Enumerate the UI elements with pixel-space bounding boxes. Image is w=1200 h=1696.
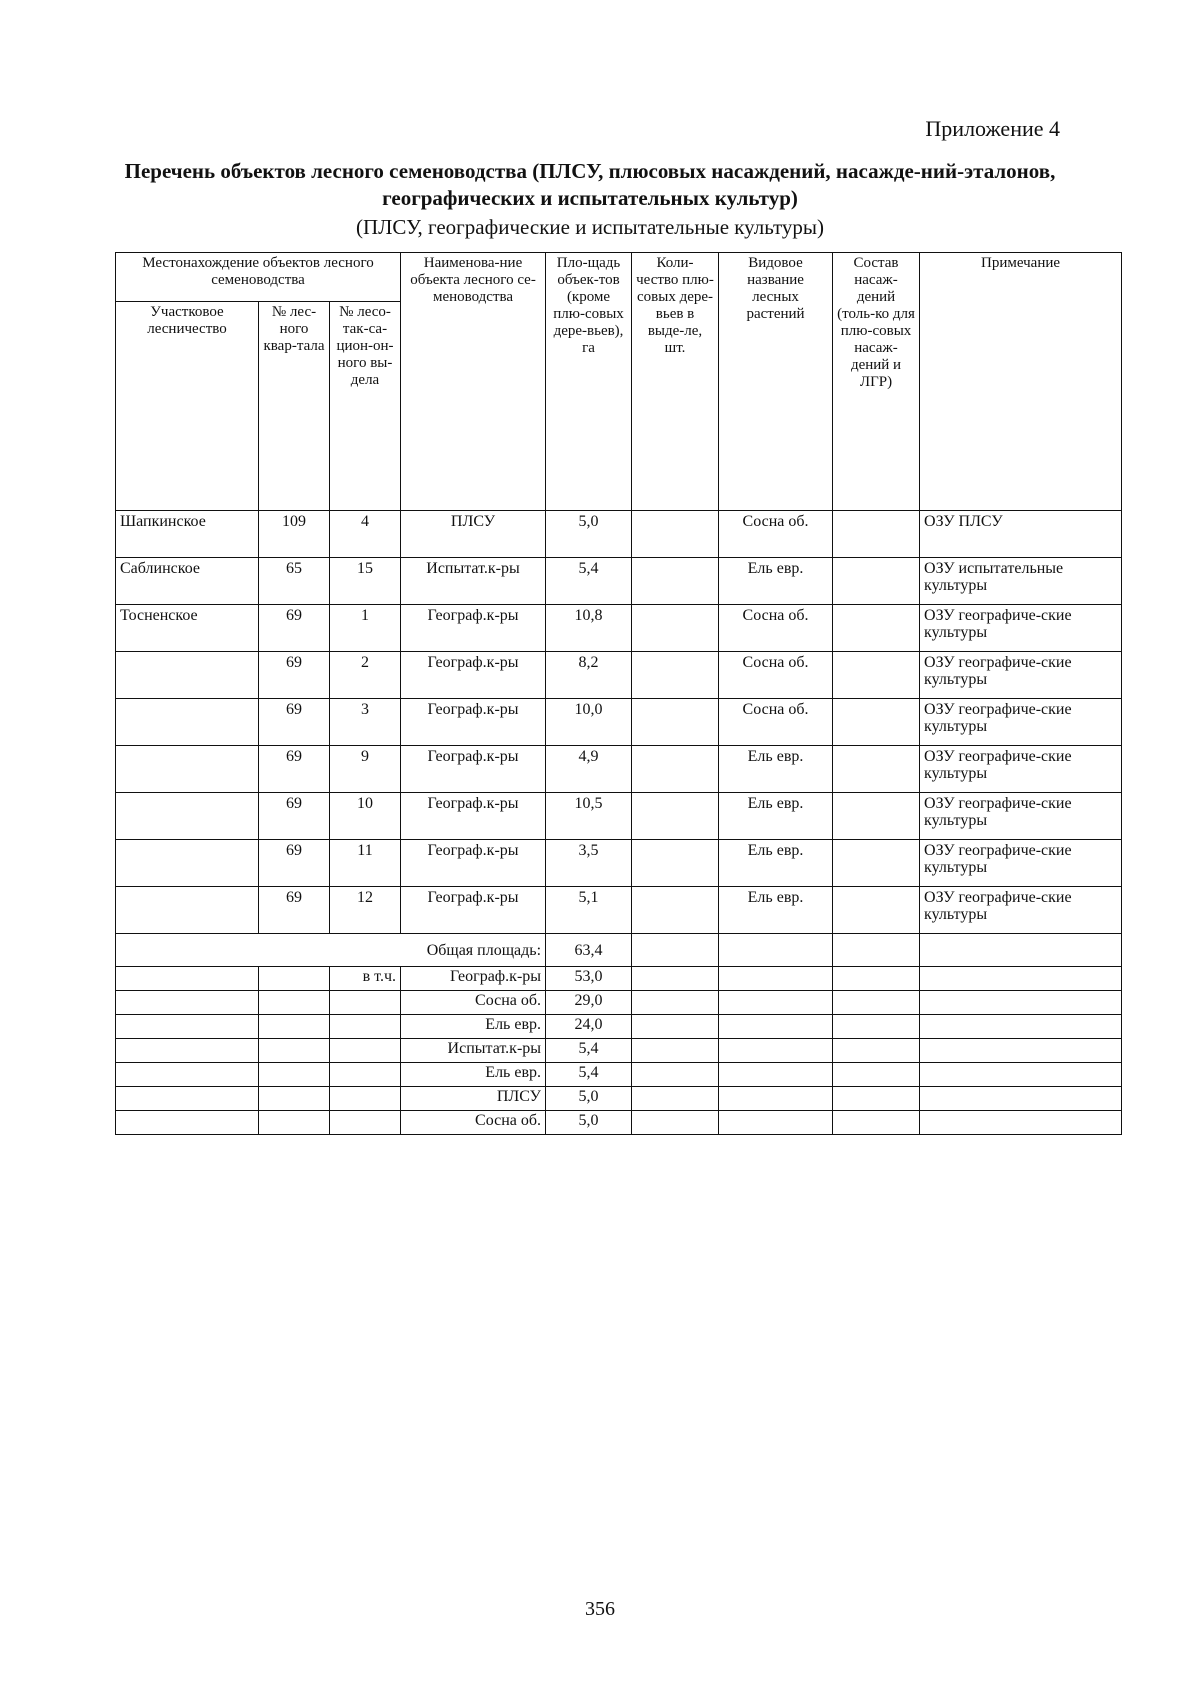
cell-forestry: Саблинское [116,558,259,605]
header-allotment: № лесо-так-са-цион-он-ного вы-дела [330,302,401,511]
subtotal-label: Сосна об. [401,1111,546,1135]
document-title: Перечень объектов лесного семеноводства (ПЛСУ, плюсовых насаждений, насажде-ний-эталонов, географических и испытательных культур) [124,159,1056,210]
cell-object-name: Географ.к-ры [401,699,546,746]
table-row [116,652,1122,699]
cell-object-name: Географ.к-ры [401,887,546,934]
empty-cell [116,1087,259,1111]
subtotal-area: 24,0 [546,1015,632,1039]
empty-cell [632,1111,719,1135]
empty-cell [833,967,920,991]
cell-count [632,511,719,558]
cell-species: Ель евр. [719,746,833,793]
subtotal-area: 53,0 [546,967,632,991]
table-row [116,511,1122,558]
cell-area: 8,2 [546,652,632,699]
cell-allotment: 12 [330,887,401,934]
cell-area: 10,0 [546,699,632,746]
empty-cell [920,1087,1122,1111]
subtotal-label: Географ.к-ры [401,967,546,991]
total-area: 63,4 [546,934,632,967]
cell-note: ОЗУ ПЛСУ [920,511,1122,558]
group-header: Местонахождение объектов лесного семеноводства [116,253,401,302]
empty-cell [632,967,719,991]
empty-cell [833,1087,920,1111]
empty-cell [920,1039,1122,1063]
empty-cell [116,1015,259,1039]
cell-composition [833,605,920,652]
empty-cell [833,1015,920,1039]
empty-cell [259,991,330,1015]
empty-cell [330,1015,401,1039]
subtotal-area: 5,0 [546,1087,632,1111]
cell-composition [833,558,920,605]
cell-species: Ель евр. [719,840,833,887]
subtotal-area: 5,4 [546,1039,632,1063]
cell-composition [833,699,920,746]
cell-note: ОЗУ географиче-ские культуры [920,746,1122,793]
table-row [116,699,1122,746]
cell-object-name: Географ.к-ры [401,840,546,887]
subtotal-row [116,1039,1122,1063]
cell-allotment: 2 [330,652,401,699]
empty-cell [259,1039,330,1063]
empty-cell [920,967,1122,991]
empty-cell [833,1039,920,1063]
empty-cell [259,1087,330,1111]
cell-forestry [116,840,259,887]
empty-cell [632,1063,719,1087]
empty-cell [719,1039,833,1063]
cell-area: 5,0 [546,511,632,558]
cell-quarter: 109 [259,511,330,558]
subtotal-row [116,967,1122,991]
empty-cell [259,1111,330,1135]
document-subtitle: (ПЛСУ, географические и испытательные культуры) [355,215,825,239]
cell-composition [833,840,920,887]
cell-count [632,793,719,840]
cell-forestry: Тосненское [116,605,259,652]
cell-quarter: 69 [259,605,330,652]
cell-composition [833,793,920,840]
cell-quarter: 69 [259,793,330,840]
empty-cell [833,934,920,967]
total-row [116,934,1122,967]
appendix-label: Приложение 4 [925,116,1060,141]
cell-composition [833,511,920,558]
cell-forestry [116,746,259,793]
page-number: 356 [585,1598,615,1620]
empty-cell [330,1063,401,1087]
header-area: Пло-щадь объек-тов (кроме плю-совых дере-вьев), га [546,253,632,511]
empty-cell [719,1063,833,1087]
empty-cell [632,991,719,1015]
cell-quarter: 69 [259,746,330,793]
cell-forestry [116,699,259,746]
cell-species: Сосна об. [719,699,833,746]
subtotal-row [116,1015,1122,1039]
cell-forestry: Шапкинское [116,511,259,558]
cell-forestry [116,793,259,840]
cell-species: Сосна об. [719,652,833,699]
cell-allotment: 10 [330,793,401,840]
cell-count [632,558,719,605]
cell-forestry [116,887,259,934]
cell-forestry [116,652,259,699]
cell-quarter: 69 [259,652,330,699]
empty-cell [833,1063,920,1087]
subtotal-label: Ель евр. [401,1063,546,1087]
empty-cell [116,1063,259,1087]
empty-cell [330,1111,401,1135]
subtotal-row [116,1087,1122,1111]
cell-species: Ель евр. [719,887,833,934]
cell-species: Ель евр. [719,558,833,605]
header-forestry: Участковое лесничество [116,302,259,511]
cell-object-name: Испытат.к-ры [401,558,546,605]
cell-object-name: ПЛСУ [401,511,546,558]
cell-quarter: 69 [259,887,330,934]
empty-cell [920,1015,1122,1039]
subtotal-label: Ель евр. [401,1015,546,1039]
header-quarter: № лес-ного квар-тала [259,302,330,511]
cell-note: ОЗУ географиче-ские культуры [920,652,1122,699]
empty-cell [116,1039,259,1063]
cell-note: ОЗУ географиче-ские культуры [920,887,1122,934]
empty-cell [719,934,833,967]
empty-cell [920,1111,1122,1135]
cell-object-name: Географ.к-ры [401,605,546,652]
empty-cell [719,1015,833,1039]
empty-cell [920,934,1122,967]
cell-allotment: 11 [330,840,401,887]
cell-count [632,746,719,793]
header-composition: Состав насаж-дений (толь-ко для плю-совых насаж-дений и ЛГР) [833,253,920,511]
cell-area: 10,5 [546,793,632,840]
subtotal-area: 29,0 [546,991,632,1015]
cell-note: ОЗУ географиче-ские культуры [920,699,1122,746]
empty-cell [719,1111,833,1135]
empty-cell [833,1111,920,1135]
cell-allotment: 3 [330,699,401,746]
cell-allotment: 15 [330,558,401,605]
cell-composition [833,746,920,793]
cell-composition [833,652,920,699]
empty-cell [116,991,259,1015]
empty-cell [330,1039,401,1063]
empty-cell [259,1063,330,1087]
empty-cell [259,967,330,991]
subtotal-area: 5,0 [546,1111,632,1135]
cell-note: ОЗУ географиче-ские культуры [920,605,1122,652]
cell-object-name: Географ.к-ры [401,652,546,699]
cell-species: Сосна об. [719,605,833,652]
subtotal-area: 5,4 [546,1063,632,1087]
table-row [116,840,1122,887]
cell-quarter: 69 [259,699,330,746]
cell-count [632,840,719,887]
cell-note: ОЗУ географиче-ские культуры [920,840,1122,887]
table-row [116,746,1122,793]
cell-area: 10,8 [546,605,632,652]
cell-count [632,699,719,746]
including-label: в т.ч. [330,967,401,991]
empty-cell [330,1087,401,1111]
subtotal-label: Сосна об. [401,991,546,1015]
cell-count [632,887,719,934]
empty-cell [833,991,920,1015]
empty-cell [719,991,833,1015]
empty-cell [632,1039,719,1063]
cell-note: ОЗУ испытательные культуры [920,558,1122,605]
total-label: Общая площадь: [116,934,546,967]
cell-species: Ель евр. [719,793,833,840]
empty-cell [920,991,1122,1015]
seed-objects-table [115,252,1122,1135]
subtotal-row [116,1111,1122,1135]
header-count: Коли-чество плю-совых дере-вьев в выде-ле, шт. [632,253,719,511]
cell-allotment: 9 [330,746,401,793]
subtotal-row [116,1063,1122,1087]
empty-cell [116,967,259,991]
subtotal-row [116,991,1122,1015]
empty-cell [719,967,833,991]
cell-area: 3,5 [546,840,632,887]
cell-allotment: 4 [330,511,401,558]
header-species: Видовое название лесных растений [719,253,833,511]
cell-object-name: Географ.к-ры [401,746,546,793]
empty-cell [920,1063,1122,1087]
table-row [116,793,1122,840]
table-row [116,605,1122,652]
empty-cell [259,1015,330,1039]
cell-area: 4,9 [546,746,632,793]
cell-allotment: 1 [330,605,401,652]
table-row [116,887,1122,934]
empty-cell [632,934,719,967]
cell-count [632,605,719,652]
empty-cell [719,1087,833,1111]
table-row [116,558,1122,605]
cell-quarter: 69 [259,840,330,887]
cell-species: Сосна об. [719,511,833,558]
cell-note: ОЗУ географиче-ские культуры [920,793,1122,840]
empty-cell [632,1015,719,1039]
subtotal-label: ПЛСУ [401,1087,546,1111]
header-note: Примечание [920,253,1122,511]
cell-quarter: 65 [259,558,330,605]
cell-object-name: Географ.к-ры [401,793,546,840]
subtotal-label: Испытат.к-ры [401,1039,546,1063]
cell-area: 5,1 [546,887,632,934]
header-object-name: Наименова-ние объекта лесного се-меноводства [401,253,546,511]
empty-cell [116,1111,259,1135]
cell-count [632,652,719,699]
empty-cell [330,991,401,1015]
empty-cell [632,1087,719,1111]
cell-composition [833,887,920,934]
cell-area: 5,4 [546,558,632,605]
